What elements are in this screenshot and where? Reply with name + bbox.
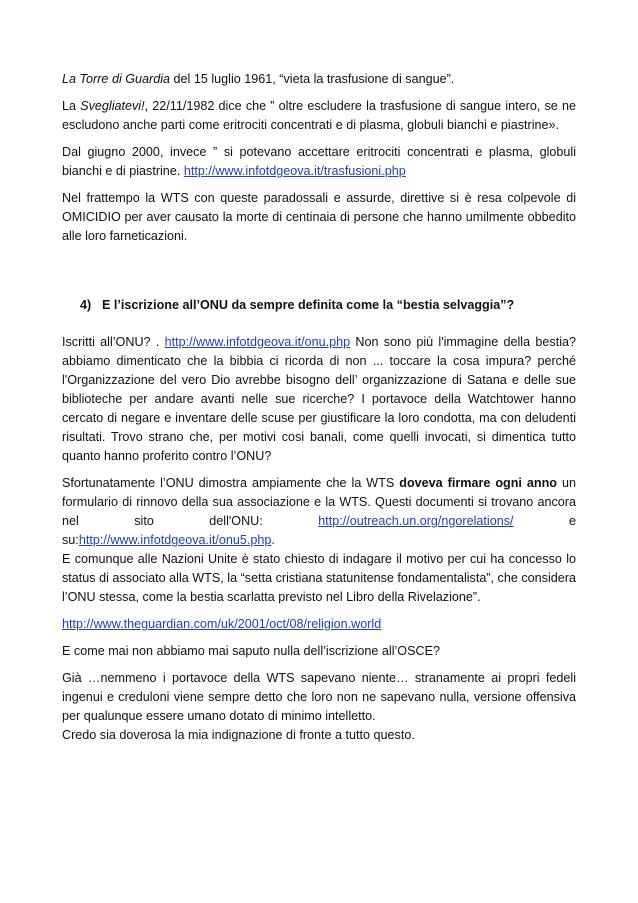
paragraph-9b: [62, 726, 576, 745]
paragraph-6-bold: doveva firmare ogni anno: [399, 476, 557, 490]
link-trasfusioni[interactable]: http://www.infotdgeova.it/trasfusioni.php: [183, 164, 406, 178]
heading-text: E l’iscrizione all’ONU da sempre definita come la “bestia selvaggia”?: [102, 298, 515, 312]
paragraph-6-end: .: [271, 533, 275, 547]
paragraph-8-text: E come mai non abbiamo mai saputo nulla dell’iscrizione all’OSCE?: [62, 644, 440, 658]
paragraph-2-text: , 22/11/1982 dice che ” oltre escludere la trasfusione di sangue intero, se ne escludono anche parti come eritrociti concentrati e di plasma, globuli bianchi e piastrine».: [62, 99, 576, 132]
paragraph-6: [62, 474, 576, 550]
link-onu5[interactable]: http://www.infotdgeova.it/onu5.php: [78, 533, 272, 547]
paragraph-2-lead: La: [62, 99, 81, 113]
paragraph-5: [62, 333, 576, 466]
publication-title: Svegliatevi!: [80, 99, 145, 113]
paragraph-8: [62, 642, 576, 661]
paragraph-2: [62, 97, 576, 135]
paragraph-1: [62, 70, 576, 89]
paragraph-9-text: Già …nemmeno i portavoce della WTS sapevano niente… stranamente ai propri fedeli ingenui e creduloni viene sempre detto che loro non ne sapevano nulla, versione offensiva per qualunque essere umano dotato di minimo intelletto.: [62, 671, 576, 723]
heading-number: 4): [80, 298, 92, 312]
paragraph-5-text: Non sono più l'immagine della bestia? abbiamo dimenticato che la bibbia ci ricorda di non ... toccare la cosa impura? perché l'Organizzazione del vero Dio avrebbe bisogno dell’ organizzazione di Satana e delle sue biblioteche per andare avanti nelle sue ricerche? I portavoce della Watchtower hanno cercato di negare e inventare delle scuse per giustificare la loro condotta, ma con deludenti risultati. Trovo strano che, per motivi cosi banali, come quelli invocati, si dimentica tutto quanto hanno proferito contro l’ONU?: [62, 335, 576, 463]
paragraph-4-text: Nel frattempo la WTS con queste paradossali e assurde, direttive si è resa colpevole di OMICIDIO per aver causato la morte di centinaia di persone che hanno umilmente obbedito alle loro farneticazioni.: [62, 191, 576, 243]
paragraph-6b-text: E comunque alle Nazioni Unite è stato chiesto di indagare il motivo per cui ha concesso lo status di associato alla WTS, la “setta cristiana statunitense fondamentalista”, che considera l’ONU stessa, come la bestia scarlatta previsto nel Libro della Rivelazione”.: [62, 552, 576, 604]
paragraph-6-mid: un formulario di rinnovo della sua associazione e la WTS. Questi documenti si trovano ancora nel sito dell'ONU:: [62, 476, 576, 528]
paragraph-9b-text: Credo sia doverosa la mia indignazione di fronte a tutto questo.: [62, 728, 415, 742]
paragraph-4: [62, 189, 576, 246]
paragraph-9: [62, 669, 576, 726]
paragraph-5-lead: Iscritti all’ONU? .: [62, 335, 165, 349]
paragraph-1-text: del 15 luglio 1961, “vieta la trasfusione di sangue”.: [170, 72, 455, 86]
section-heading: [80, 296, 576, 315]
link-onu[interactable]: http://www.infotdgeova.it/onu.php: [164, 335, 351, 349]
publication-title: La Torre di Guardia: [62, 72, 171, 86]
paragraph-6-mid2: e su:: [62, 514, 576, 547]
paragraph-3-text: Dal giugno 2000, invece ” si potevano accettare eritrociti concentrati e plasma, globuli bianchi e di piastrine.: [62, 145, 576, 178]
paragraph-7: [62, 615, 576, 634]
link-guardian[interactable]: http://www.theguardian.com/uk/2001/oct/08/religion.world: [62, 617, 382, 631]
paragraph-6-lead: Sfortunatamente l’ONU dimostra ampiamente che la WTS: [62, 476, 400, 490]
paragraph-3: [62, 143, 576, 181]
paragraph-6b: [62, 550, 576, 607]
link-un-ngorelations[interactable]: http://outreach.un.org/ngorelations/: [318, 514, 514, 528]
